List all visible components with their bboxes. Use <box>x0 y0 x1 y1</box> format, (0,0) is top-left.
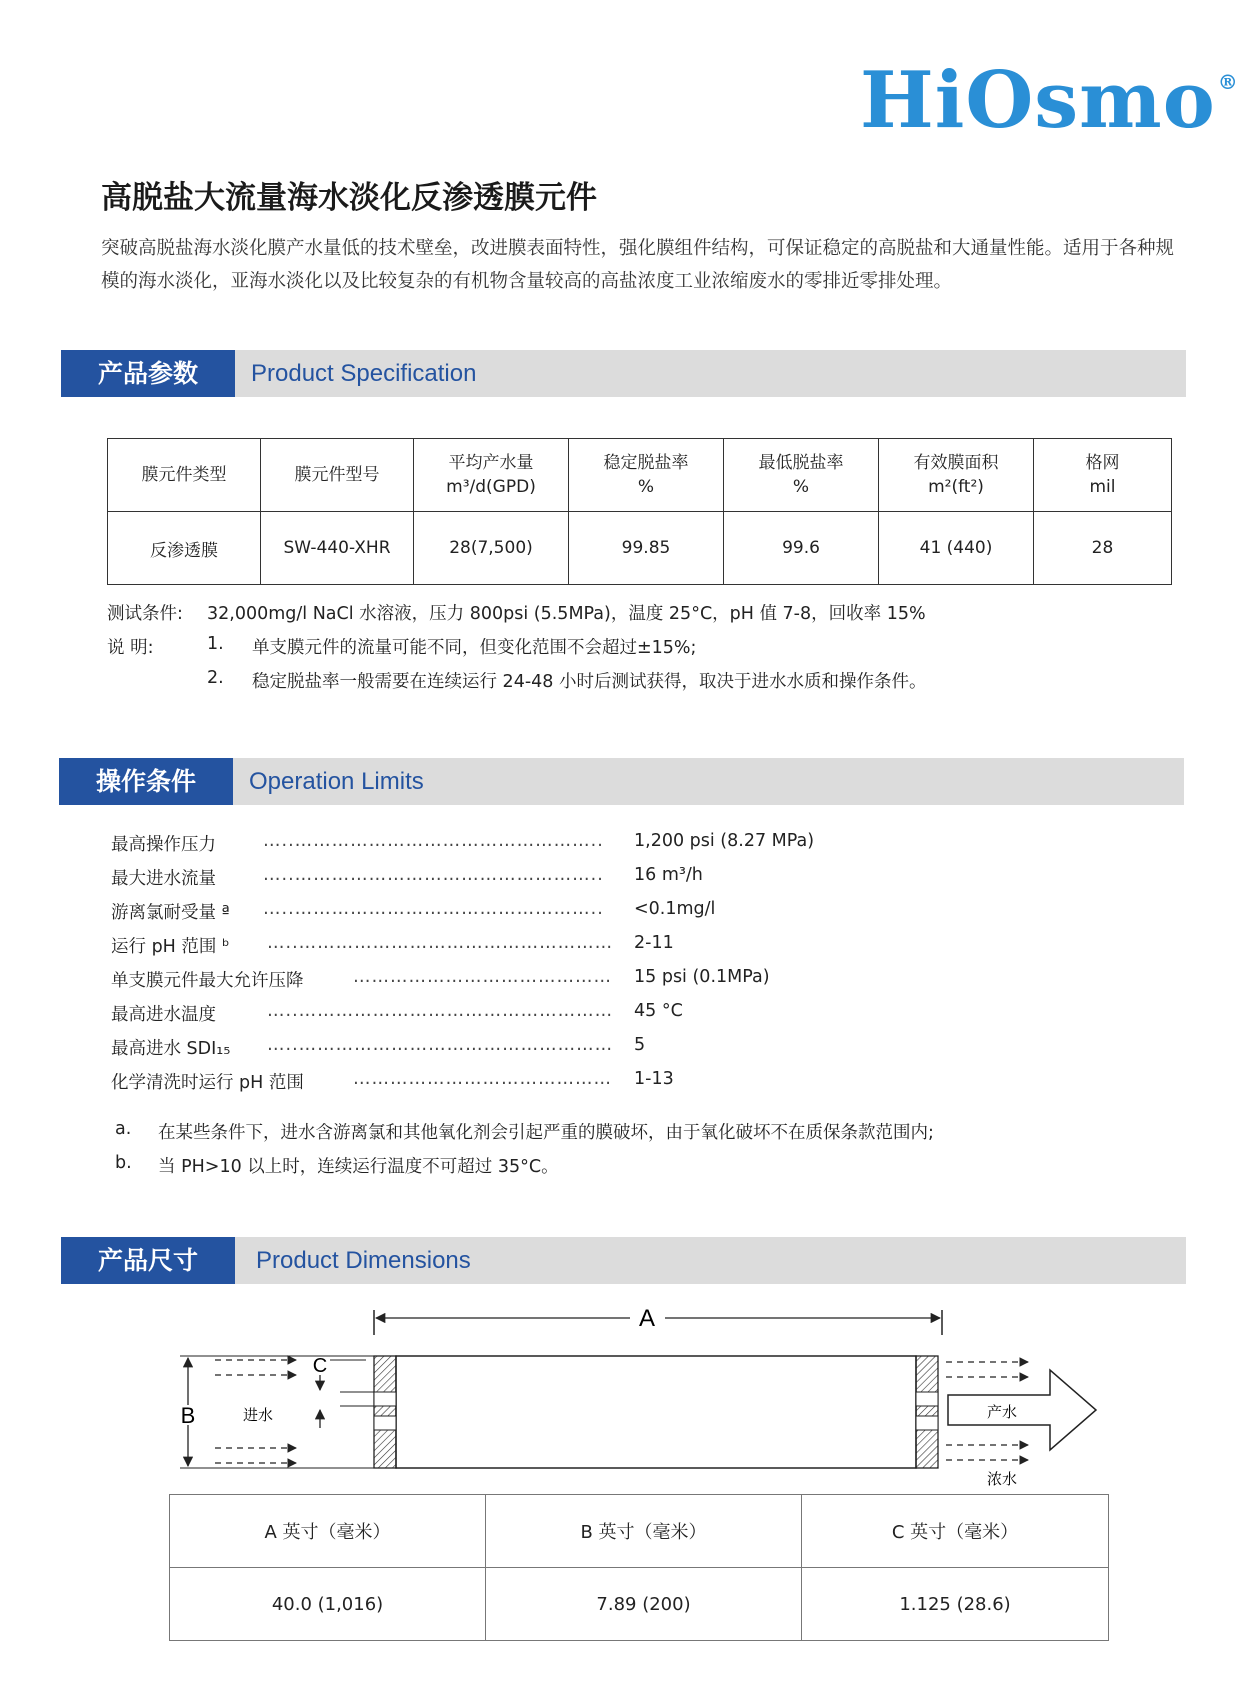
leader-dots: …..…………………………………………… <box>267 1035 614 1055</box>
membrane-body <box>396 1356 916 1468</box>
spec-table <box>107 438 1172 585</box>
note-number: 1. <box>207 634 224 654</box>
page-title: 高脱盐大流量海水淡化反渗透膜元件 <box>101 180 597 216</box>
limit-key: 运行 pH 范围 ᵇ <box>111 937 230 957</box>
brand-logo: HiOsmo ® <box>860 55 1239 146</box>
table-header-cell: A 英寸（毫米） <box>170 1495 486 1568</box>
leader-dots: …..…………………………………………… <box>267 1001 614 1021</box>
note-text: 稳定脱盐率一般需要在连续运行 24-48 小时后测试获得，取决于进水水质和操作条件。 <box>252 672 927 692</box>
table-header-cell: 膜元件型号 <box>261 439 414 512</box>
section-title-cn: 操作条件 <box>59 758 233 805</box>
leader-dots: …..………………………………………….. <box>263 831 604 851</box>
table-cell: 7.89 (200) <box>486 1568 802 1641</box>
leader-dots: …..………………………………………….. <box>263 899 604 919</box>
footnote-text: 当 PH>10 以上时，连续运行温度不可超过 35°C。 <box>158 1157 559 1177</box>
membrane-dimension-diagram <box>0 1280 1241 1490</box>
limit-key: 最高进水温度 <box>111 1005 216 1025</box>
table-header-cell: 格网 mil <box>1034 439 1172 512</box>
limit-value: 5 <box>634 1035 646 1055</box>
limit-value: 1,200 psi (8.27 MPa) <box>634 831 815 851</box>
table-cell: SW-440-XHR <box>261 512 414 585</box>
table-cell: 99.85 <box>569 512 724 585</box>
table-header-row <box>170 1495 1109 1568</box>
concentrate-label: 浓水 <box>986 1470 1018 1488</box>
limit-key: 最大进水流量 <box>111 869 216 889</box>
footnote-mark: a. <box>115 1119 132 1139</box>
table-header-cell: 有效膜面积 m²(ft²) <box>879 439 1034 512</box>
limit-key: 游离氯耐受量 ª <box>111 903 230 923</box>
section-title-cn: 产品参数 <box>61 350 235 397</box>
table-row <box>170 1568 1109 1641</box>
table-cell: 28 <box>1034 512 1172 585</box>
table-cell: 1.125 (28.6) <box>802 1568 1109 1641</box>
test-conditions-text: 32,000mg/l NaCl 水溶液，压力 800psi (5.5MPa)，温度 25°C，pH 值 7-8，回收率 15% <box>207 604 926 624</box>
dim-b-label: B <box>180 1403 196 1428</box>
limit-key: 最高操作压力 <box>111 835 216 855</box>
table-cell: 反渗透膜 <box>108 512 261 585</box>
footnote-text: 在某些条件下，进水含游离氯和其他氧化剂会引起严重的膜破坏，由于氧化破坏不在质保条款范围内; <box>158 1123 934 1143</box>
dim-a-label: A <box>638 1305 656 1332</box>
leader-dots: …………………………………… <box>353 1069 612 1089</box>
limit-key: 单支膜元件最大允许压降 <box>111 971 304 991</box>
table-header-row <box>108 439 1172 512</box>
permeate-tube-left <box>374 1392 396 1406</box>
end-cap-right <box>916 1356 938 1468</box>
limit-value: <0.1mg/l <box>634 899 716 919</box>
table-cell: 40.0 (1,016) <box>170 1568 486 1641</box>
limit-value: 16 m³/h <box>634 865 703 885</box>
table-header-cell: B 英寸（毫米） <box>486 1495 802 1568</box>
product-label: 产水 <box>986 1403 1018 1421</box>
section-title-en: Product Dimensions <box>256 1247 471 1274</box>
inlet-label: 进水 <box>242 1406 274 1424</box>
dimensions-table <box>169 1494 1109 1641</box>
table-cell: 41 (440) <box>879 512 1034 585</box>
table-header-cell: C 英寸（毫米） <box>802 1495 1109 1568</box>
permeate-tube-left <box>374 1416 396 1430</box>
leader-dots: …..…………………………………………… <box>267 933 614 953</box>
note-text: 单支膜元件的流量可能不同，但变化范围不会超过±15%; <box>252 638 697 658</box>
registered-mark: ® <box>1217 70 1239 94</box>
leader-dots: …………………………………… <box>353 967 612 987</box>
table-header-cell: 稳定脱盐率 % <box>569 439 724 512</box>
footnote-mark: b. <box>115 1153 132 1173</box>
permeate-tube-right <box>916 1392 938 1406</box>
dim-c-label: C <box>312 1355 328 1377</box>
limit-value: 45 °C <box>634 1001 683 1021</box>
limit-value: 15 psi (0.1MPa) <box>634 967 770 987</box>
table-row <box>108 512 1172 585</box>
limit-key: 最高进水 SDI₁₅ <box>111 1039 231 1059</box>
notes-label: 说 明: <box>107 638 154 658</box>
limit-value: 2-11 <box>634 933 674 953</box>
limit-key: 化学清洗时运行 pH 范围 <box>111 1073 304 1093</box>
permeate-tube-right <box>916 1416 938 1430</box>
section-header-spec <box>61 350 1186 397</box>
table-header-cell: 膜元件类型 <box>108 439 261 512</box>
product-arrow <box>948 1370 1096 1450</box>
leader-dots: …..………………………………………….. <box>263 865 604 885</box>
table-header-cell: 最低脱盐率 % <box>724 439 879 512</box>
table-cell: 28(7,500) <box>414 512 569 585</box>
intro-paragraph: 突破高脱盐海水淡化膜产水量低的技术壁垒，改进膜表面特性，强化膜组件结构，可保证稳定的高脱盐和大通量性能。适用于各种规模的海水淡化，亚海水淡化以及比较复杂的有机物含量较高的高盐浓度工业浓缩废水的零排近零排处理。 <box>101 238 1175 292</box>
table-cell: 99.6 <box>724 512 879 585</box>
table-header-cell: 平均产水量 m³/d(GPD) <box>414 439 569 512</box>
section-title-cn: 产品尺寸 <box>61 1237 235 1284</box>
section-title-en: Product Specification <box>251 360 477 387</box>
limit-value: 1-13 <box>634 1069 674 1089</box>
test-conditions-label: 测试条件: <box>107 604 183 624</box>
section-title-en: Operation Limits <box>249 768 424 795</box>
section-header-dims <box>61 1237 1186 1284</box>
end-cap-left <box>374 1356 396 1468</box>
section-header-limits <box>59 758 1184 805</box>
note-number: 2. <box>207 668 224 688</box>
